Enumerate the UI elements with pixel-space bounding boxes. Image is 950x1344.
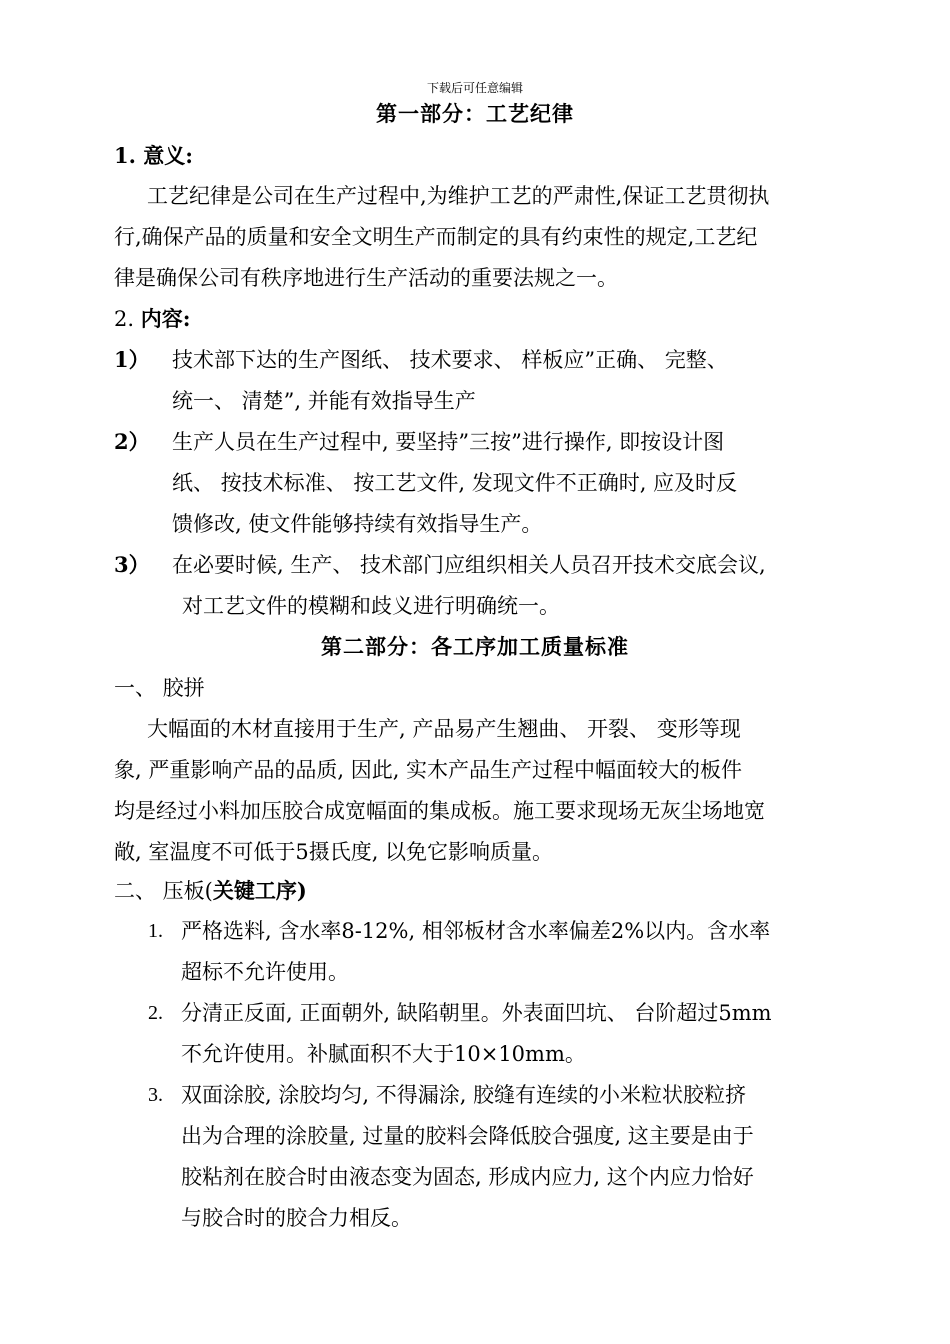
section2-number: 2. xyxy=(114,307,135,331)
list-item-line: 分清正反面, 正面朝外, 缺陷朝里。外表面凹坑、 台阶超过5mm xyxy=(181,1001,772,1025)
subsection1-heading: 一、 胶拼 xyxy=(114,676,205,700)
section2-heading xyxy=(114,305,191,333)
list-number: 3. xyxy=(148,1084,163,1106)
section1-line-3: 律是确保公司有秩序地进行生产活动的重要法规之一。 xyxy=(114,266,618,290)
list-item-line: 严格选料, 含水率8-12%, 相邻板材含水率偏差2%以内。含水率 xyxy=(181,919,771,943)
list-number: 2. xyxy=(148,1002,163,1024)
page-header: 下载后可任意编辑 xyxy=(426,81,523,95)
section1-heading: 1. 意义: xyxy=(114,143,193,168)
subsection2-heading-bold: 关键工序) xyxy=(212,878,307,903)
subsection1-line-3: 均是经过小料加压胶合成宽幅面的集成板。施工要求现场无灰尘场地宽 xyxy=(114,799,765,823)
section1-line-2: 行,确保产品的质量和安全文明生产而制定的具有约束性的规定,工艺纪 xyxy=(114,225,758,249)
list-item-line: 与胶合时的胶合力相反。 xyxy=(181,1206,412,1230)
item-line: 馈修改, 使文件能够持续有效指导生产。 xyxy=(172,512,543,536)
section1-line-1: 工艺纪律是公司在生产过程中,为维护工艺的严肃性,保证工艺贯彻执 xyxy=(147,184,770,208)
item-line: 统一、 清楚”, 并能有效指导生产 xyxy=(172,389,476,413)
item-line: 技术部下达的生产图纸、 技术要求、 样板应”正确、 完整、 xyxy=(172,348,728,372)
subsection2-heading-prefix: 二、 压板( xyxy=(114,879,213,903)
part2-title: 第二部分：各工序加工质量标准 xyxy=(321,634,629,659)
subsection2-heading xyxy=(114,877,307,905)
list-item-line: 超标不允许使用。 xyxy=(181,960,349,984)
list-number: 1. xyxy=(148,920,163,942)
item-line: 对工艺文件的模糊和歧义进行明确统一。 xyxy=(182,594,560,618)
part1-title: 第一部分：工艺纪律 xyxy=(376,101,574,126)
subsection1-line-1: 大幅面的木材直接用于生产, 产品易产生翘曲、 开裂、 变形等现 xyxy=(147,717,741,741)
list-item-line: 不允许使用。补腻面积不大于10×10mm。 xyxy=(181,1042,586,1066)
subsection1-line-4: 敞, 室温度不可低于5摄氏度, 以免它影响质量。 xyxy=(114,840,554,864)
subsection1-line-2: 象, 严重影响产品的品质, 因此, 实木产品生产过程中幅面较大的板件 xyxy=(114,758,743,782)
list-item-line: 出为合理的涂胶量, 过量的胶料会降低胶合强度, 这主要是由于 xyxy=(181,1124,754,1148)
list-item-line: 胶粘剂在胶合时由液态变为固态, 形成内应力, 这个内应力恰好 xyxy=(181,1165,754,1189)
item-line: 在必要时候, 生产、 技术部门应组织相关人员召开技术交底会议, xyxy=(172,553,766,577)
item-number: 1） xyxy=(114,347,150,372)
list-item-line: 双面涂胶, 涂胶均匀, 不得漏涂, 胶缝有连续的小米粒状胶粒挤 xyxy=(181,1083,747,1107)
item-line: 生产人员在生产过程中, 要坚持”三按”进行操作, 即按设计图 xyxy=(172,430,725,454)
item-line: 纸、 按技术标准、 按工艺文件, 发现文件不正确时, 应及时反 xyxy=(172,471,738,495)
item-number: 3） xyxy=(114,552,150,577)
section2-label: 内容: xyxy=(140,306,191,331)
item-number: 2） xyxy=(114,429,150,454)
